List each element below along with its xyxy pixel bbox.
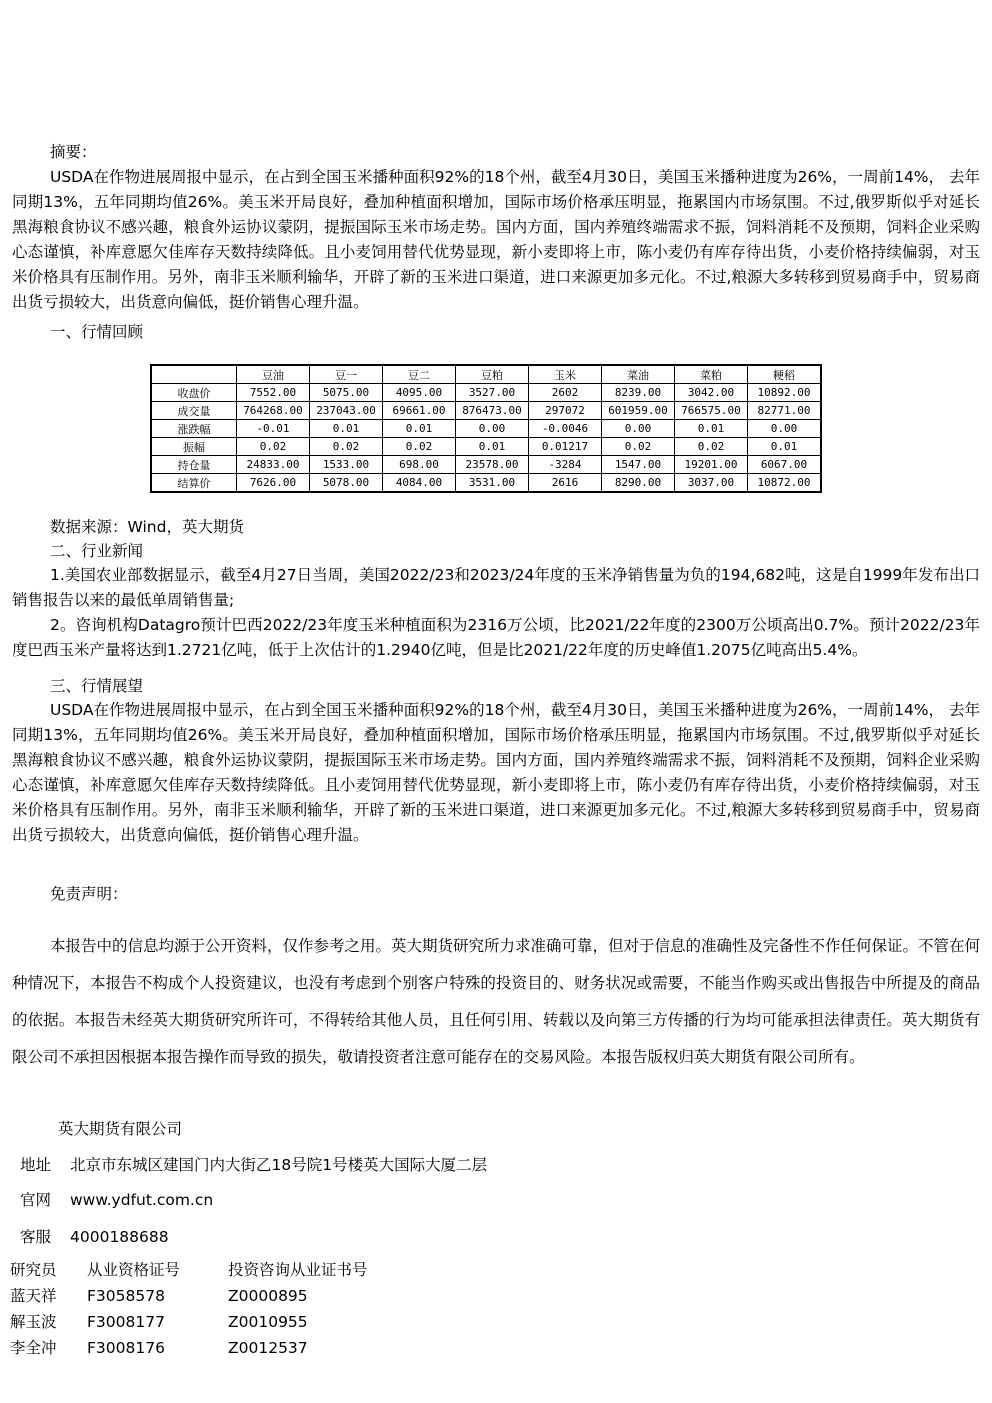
staff-row	[10, 1309, 368, 1335]
disclaimer-heading: 免责声明：	[50, 885, 128, 903]
table-cell: 1547.00	[602, 456, 675, 474]
section3-heading: 三、行情展望	[50, 677, 144, 695]
table-cell: 7552.00	[237, 384, 310, 402]
column-header: 菜油	[602, 365, 675, 384]
table-row	[151, 402, 821, 420]
table-cell: 297072	[529, 402, 602, 420]
table-cell: 4084.00	[383, 474, 456, 493]
row-label: 结算价	[151, 474, 237, 493]
table-row	[151, 456, 821, 474]
staff-name: 蓝天祥	[10, 1287, 57, 1305]
column-header: 豆一	[310, 365, 383, 384]
table-cell: 82771.00	[748, 402, 822, 420]
address-value: 北京市东城区建国门内大街乙18号院1号楼英大国际大厦二层	[70, 1156, 488, 1174]
table-cell: 10872.00	[748, 474, 822, 493]
row-label: 涨跌幅	[151, 420, 237, 438]
news-item-1: 1.美国农业部数据显示，截至4月27日当周，美国2022/23和2023/24年度的玉米净销售量为负的194,682吨，这是自1999年发布出口销售报告以来的最低单周销售量;	[12, 566, 980, 609]
table-cell: -3284	[529, 456, 602, 474]
website-link[interactable]: www.ydfut.com.cn	[70, 1191, 214, 1209]
row-label: 成交量	[151, 402, 237, 420]
table-cell: 23578.00	[456, 456, 529, 474]
table-cell: 1533.00	[310, 456, 383, 474]
table-cell: 6067.00	[748, 456, 822, 474]
table-cell: 0.00	[748, 420, 822, 438]
table-cell: 8239.00	[602, 384, 675, 402]
table-cell: -0.01	[237, 420, 310, 438]
staff-name: 解玉波	[10, 1313, 57, 1331]
table-corner-cell	[151, 365, 237, 384]
staff-advisory-license: Z0012537	[228, 1339, 308, 1357]
staff-row	[10, 1283, 368, 1309]
table-cell: 0.02	[675, 438, 748, 456]
table-cell: 69661.00	[383, 402, 456, 420]
staff-header-row	[10, 1257, 368, 1283]
table-cell: 5078.00	[310, 474, 383, 493]
address-label: 地址	[20, 1156, 52, 1174]
table-cell: 3042.00	[675, 384, 748, 402]
table-cell: 0.02	[237, 438, 310, 456]
address-row	[20, 1153, 487, 1178]
table-cell: 237043.00	[310, 402, 383, 420]
table-cell: 0.02	[602, 438, 675, 456]
table-cell: 0.00	[456, 420, 529, 438]
website-label: 官网	[20, 1191, 52, 1209]
table-row	[151, 420, 821, 438]
column-header: 玉米	[529, 365, 602, 384]
staff-row	[10, 1335, 368, 1361]
table-cell: 19201.00	[675, 456, 748, 474]
table-cell: 766575.00	[675, 402, 748, 420]
outlook-section	[12, 698, 980, 848]
summary-section	[12, 165, 980, 315]
table-cell: 0.00	[602, 420, 675, 438]
staff-license: F3008177	[87, 1313, 165, 1331]
table-cell: 4095.00	[383, 384, 456, 402]
table-row	[151, 384, 821, 402]
service-row	[20, 1225, 169, 1250]
table-cell: 0.01	[456, 438, 529, 456]
table-cell: 10892.00	[748, 384, 822, 402]
table-cell: 0.01	[383, 420, 456, 438]
disclaimer-section	[12, 928, 980, 1076]
company-name: 英大期货有限公司	[58, 1120, 183, 1138]
staff-license: F3008176	[87, 1339, 165, 1357]
service-phone: 4000188688	[70, 1228, 169, 1246]
table-cell: 764268.00	[237, 402, 310, 420]
data-source: 数据来源：Wind，英大期货	[50, 518, 244, 536]
column-header: 菜粕	[675, 365, 748, 384]
table-cell: 2602	[529, 384, 602, 402]
row-label: 收盘价	[151, 384, 237, 402]
table-cell: 698.00	[383, 456, 456, 474]
staff-name: 李全冲	[10, 1339, 57, 1357]
table-cell: 3037.00	[675, 474, 748, 493]
section1-heading: 一、行情回顾	[50, 323, 144, 341]
disclaimer-text: 本报告中的信息均源于公开资料，仅作参考之用。英大期货研究所力求准确可靠，但对于信息的准确性及完备性不作任何保证。不管在何种情况下，本报告不构成个人投资建议，也没有考虑到个别客户特殊的投资目的、财务状况或需要，不能当作购买或出售报告中所提及的商品的依据。本报告未经英大期货研究所许可，不得转给其他人员，且任何引用、转载以及向第三方传播的行为均可能承担法律责任。英大期货有限公司不承担因根据本报告操作而导致的损失，敬请投资者注意可能存在的交易风险。本报告版权归英大期货有限公司所有。	[12, 937, 981, 1066]
table-header-row	[151, 365, 821, 384]
table-cell: 7626.00	[237, 474, 310, 493]
website-row	[20, 1188, 213, 1213]
staff-header: 投资咨询从业证书号	[228, 1261, 368, 1279]
row-label: 振幅	[151, 438, 237, 456]
table-cell: 24833.00	[237, 456, 310, 474]
table-cell: 0.01	[675, 420, 748, 438]
price-table-wrapper	[150, 364, 822, 493]
table-cell: -0.0046	[529, 420, 602, 438]
table-cell: 876473.00	[456, 402, 529, 420]
summary-heading: 摘要：	[50, 143, 97, 161]
staff-license: F3058578	[87, 1287, 165, 1305]
news-section	[12, 563, 980, 663]
column-header: 粳稻	[748, 365, 822, 384]
column-header: 豆粕	[456, 365, 529, 384]
table-row	[151, 474, 821, 493]
table-cell: 3531.00	[456, 474, 529, 493]
staff-advisory-license: Z0000895	[228, 1287, 308, 1305]
table-row	[151, 438, 821, 456]
service-label: 客服	[20, 1228, 52, 1246]
table-cell: 5075.00	[310, 384, 383, 402]
staff-header: 从业资格证号	[87, 1261, 181, 1279]
column-header: 豆油	[237, 365, 310, 384]
section2-heading: 二、行业新闻	[50, 542, 144, 560]
table-cell: 0.02	[310, 438, 383, 456]
staff-header: 研究员	[10, 1261, 57, 1279]
news-item-2: 2。咨询机构Datagro预计巴西2022/23年度玉米种植面积为2316万公顷，比2021/22年度的2300万公顷高出0.7%。预计2022/23年度巴西玉米产量将达到1.2721亿吨，低于上次估计的1.2940亿吨，但是比2021/22年度的历史峰值1.2075亿吨高出5.4%。	[12, 616, 980, 659]
table-cell: 8290.00	[602, 474, 675, 493]
summary-text: USDA在作物进展周报中显示，在占到全国玉米播种面积92%的18个州，截至4月30日，美国玉米播种进度为26%，一周前14%， 去年同期13%，五年同期均值26%。美玉米开局良好，叠加种植面积增加，国际市场价格承压明显，拖累国内市场氛围。不过,俄罗斯似乎对延长黑海粮食协议不感兴趣，粮食外运协议蒙阴，提振国际玉米市场走势。国内方面，国内养殖终端需求不振，饲料消耗不及预期，饲料企业采购心态谨慎，补库意愿欠佳库存天数持续降低。且小麦饲用替代优势显现，新小麦即将上市，陈小麦仍有库存待出货，小麦价格持续偏弱，对玉米价格具有压制作用。另外，南非玉米顺利输华，开辟了新的玉米进口渠道，进口来源更加多元化。不过,粮源大多转移到贸易商手中，贸易商出货亏损较大，出货意向偏低，挺价销售心理升温。	[12, 168, 980, 311]
table-cell: 0.01	[748, 438, 822, 456]
row-label: 持仓量	[151, 456, 237, 474]
table-cell: 3527.00	[456, 384, 529, 402]
staff-table	[10, 1257, 368, 1361]
outlook-text: USDA在作物进展周报中显示，在占到全国玉米播种面积92%的18个州，截至4月30日，美国玉米播种进度为26%，一周前14%， 去年同期13%，五年同期均值26%。美玉米开局良好，叠加种植面积增加，国际市场价格承压明显，拖累国内市场氛围。不过,俄罗斯似乎对延长黑海粮食协议不感兴趣，粮食外运协议蒙阴，提振国际玉米市场走势。国内方面，国内养殖终端需求不振，饲料消耗不及预期，饲料企业采购心态谨慎，补库意愿欠佳库存天数持续降低。且小麦饲用替代优势显现，新小麦即将上市，陈小麦仍有库存待出货，小麦价格持续偏弱，对玉米价格具有压制作用。另外，南非玉米顺利输华，开辟了新的玉米进口渠道，进口来源更加多元化。不过,粮源大多转移到贸易商手中，贸易商出货亏损较大，出货意向偏低，挺价销售心理升温。	[12, 701, 980, 844]
table-cell: 0.01217	[529, 438, 602, 456]
table-cell: 0.01	[310, 420, 383, 438]
price-table	[150, 364, 822, 493]
table-cell: 601959.00	[602, 402, 675, 420]
table-cell: 0.02	[383, 438, 456, 456]
table-cell: 2616	[529, 474, 602, 493]
staff-advisory-license: Z0010955	[228, 1313, 308, 1331]
column-header: 豆二	[383, 365, 456, 384]
